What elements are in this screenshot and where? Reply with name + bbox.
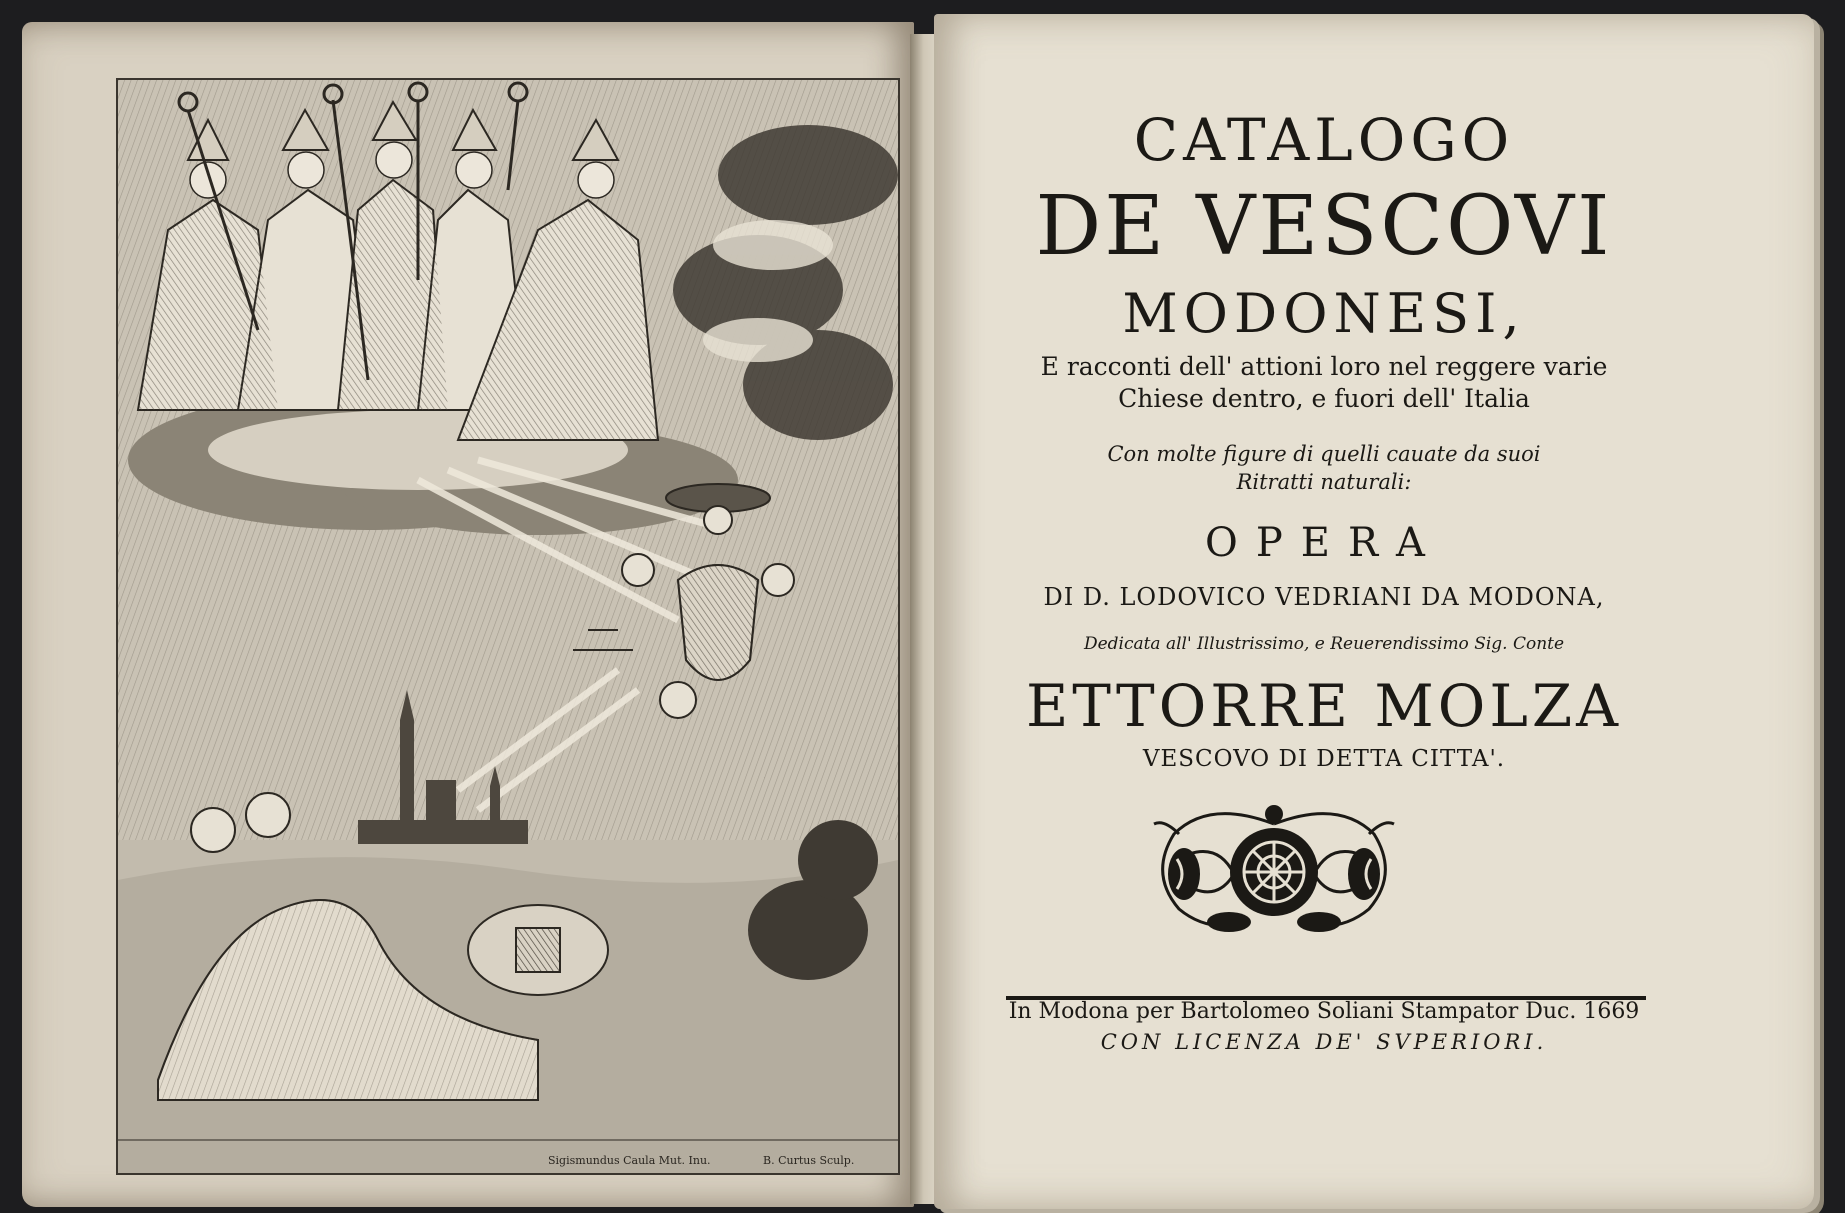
- frontispiece-page: [22, 22, 914, 1207]
- title-de-vescovi: DE VESCOVI: [1035, 179, 1613, 274]
- dedicatee-title: VESCOVO DI DETTA CITTA'.: [1142, 746, 1506, 772]
- dedication-line: Dedicata all' Illustrissimo, e Reuerendissimo Sig. Conte: [1083, 634, 1565, 654]
- figures-note-line-1: Con molte figure di quelli cauate da suoi: [1107, 442, 1541, 466]
- engraving-illustration: [118, 80, 898, 1173]
- license-line: CON LICENZA DE' SVPERIORI.: [1100, 1030, 1548, 1054]
- open-book: [14, 14, 1840, 1209]
- opera-heading: OPERA: [1205, 520, 1443, 566]
- title-page: [934, 14, 1814, 1209]
- subtitle-line-2: Chiese dentro, e fuori dell' Italia: [1118, 384, 1530, 413]
- title-page-text: [934, 14, 1714, 1209]
- dedicatee-name: ETTORRE MOLZA: [1025, 672, 1623, 740]
- engraver-sculptor-credit: B. Curtus Sculp.: [763, 1154, 855, 1167]
- printers-ornament: [1149, 804, 1399, 944]
- engraver-inventor-credit: Sigismundus Caula Mut. Inu.: [548, 1154, 711, 1167]
- title-modonesi: MODONESI,: [1122, 282, 1526, 345]
- figures-note-line-2: Ritratti naturali:: [1236, 470, 1412, 494]
- frontispiece-engraving: [116, 78, 900, 1175]
- title-catalogo: CATALOGO: [1133, 106, 1515, 174]
- author-line: DI D. LODOVICO VEDRIANI DA MODONA,: [1043, 583, 1605, 611]
- imprint-line: In Modona per Bartolomeo Soliani Stampator Duc. 1669: [1008, 999, 1640, 1024]
- subtitle-line-1: E racconti dell' attioni loro nel reggere varie: [1040, 352, 1608, 381]
